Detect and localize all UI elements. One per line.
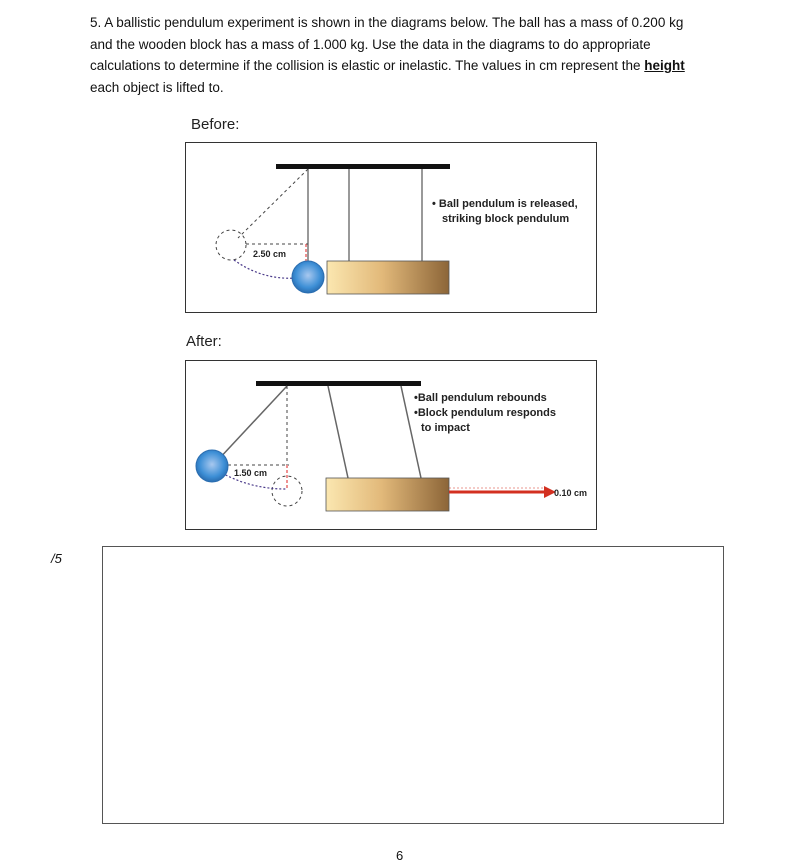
ball [292,261,324,293]
answer-box[interactable] [102,546,724,824]
before-label: Before: [191,116,240,133]
before-note-line1: • Ball pendulum is released, [432,198,578,210]
after-ball-height-label: 1.50 cm [234,468,268,478]
question-text-part: 5. A ballistic pendulum experiment is shown in the diagrams below. The ball has a mass of 0.200 kg and the wooden block has a mass of 1.000 kg. Use the data in the diagrams to do appropriate calculations to determine if the collision is elastic or inelastic. The values in cm represent the [90,15,684,73]
released-ball-outline [216,230,246,260]
question-text [90,12,700,98]
before-note-line2: striking block pendulum [442,213,570,225]
wooden-block [327,261,449,294]
question-text-end: each object is lifted to. [90,79,224,95]
ball-string-rebound [217,386,287,461]
question-emphasis: height [644,58,685,73]
page-number: 6 [396,848,404,863]
block-string-left [328,386,348,478]
after-note-line1: •Ball pendulum rebounds [414,392,547,404]
after-diagram [185,360,597,530]
support-bar [276,164,450,169]
ball [196,450,228,482]
release-string-dashed [238,169,308,238]
support-bar [256,381,421,386]
after-label: After: [186,333,222,350]
before-diagram [185,142,597,313]
score-marker: /5 [51,551,62,566]
after-block-height-label: 0.10 cm [554,488,588,498]
after-diagram-svg [186,361,596,529]
after-note-line3: to impact [421,422,470,434]
before-height-label: 2.50 cm [253,249,287,259]
before-diagram-svg [186,143,596,312]
after-note-line2: •Block pendulum responds [414,407,556,419]
wooden-block [326,478,449,511]
